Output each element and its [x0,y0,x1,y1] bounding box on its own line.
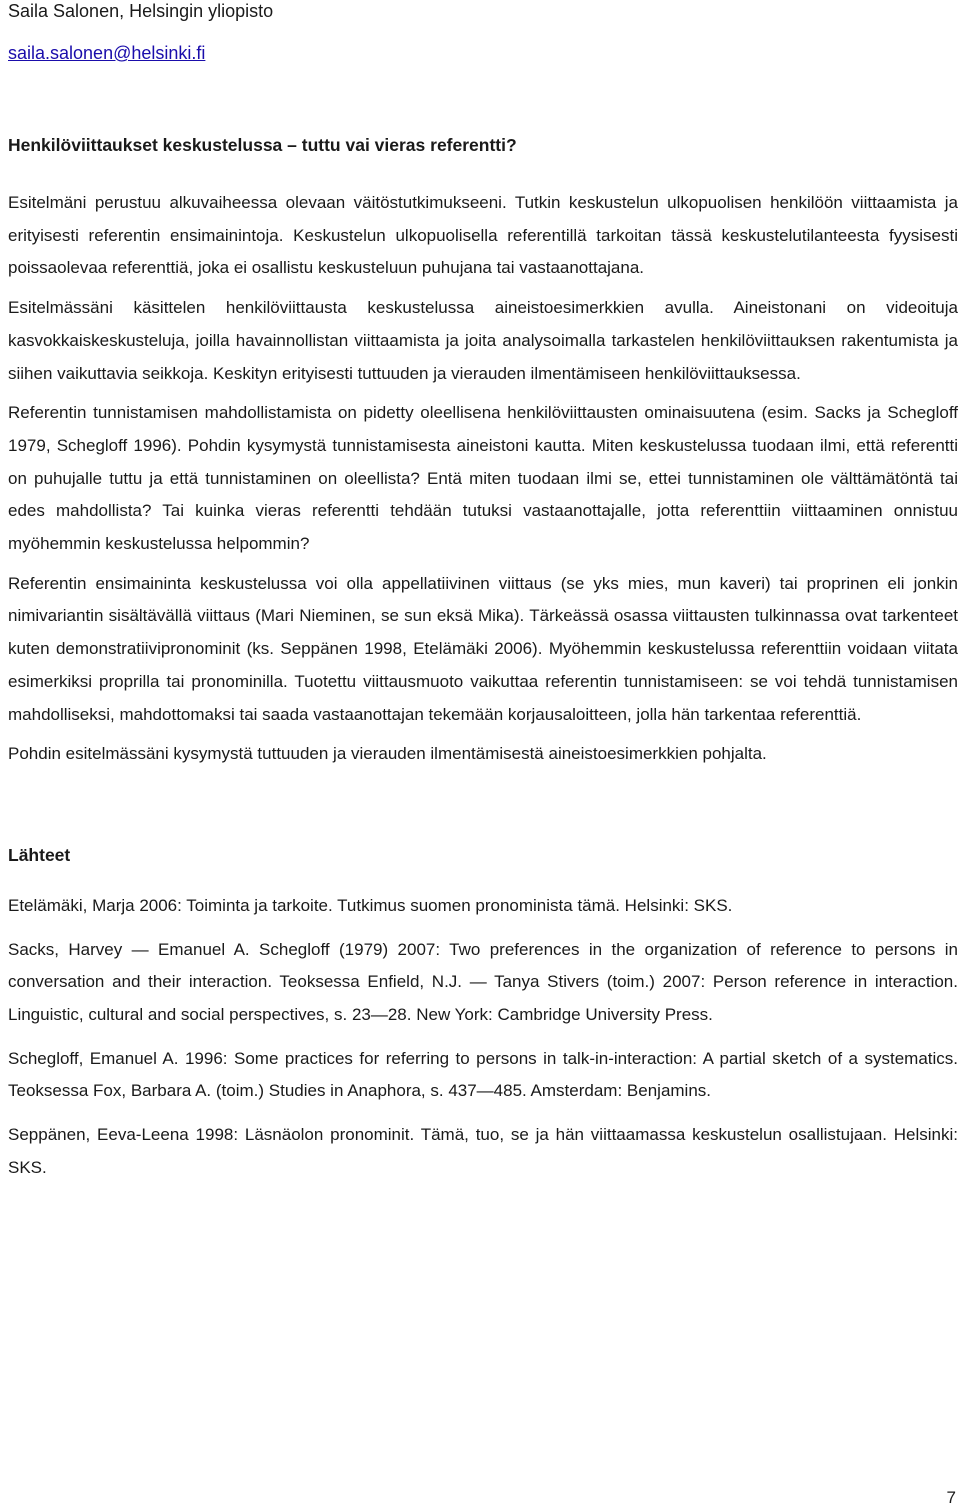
reference-list [8,890,958,1185]
author-email-link[interactable]: saila.salonen@helsinki.fi [8,43,206,63]
sources-heading: Lähteet [8,844,71,865]
reference-item: Etelämäki, Marja 2006: Toiminta ja tarkoite. Tutkimus suomen pronominista tämä. Helsinki: SKS. [8,895,733,915]
author-name: Saila Salonen, Helsingin yliopisto [8,1,274,21]
reference-item: Schegloff, Emanuel A. 1996: Some practices for referring to persons in talk-in-interaction: A partial sketch of a systematics. Teoksessa Fox, Barbara A. (toim.) Studies in Anaphora, s. 437—485. Amsterdam: Benjamins. [8,1048,958,1101]
body-text [8,187,958,771]
page-number: 7 [946,1488,956,1507]
paragraph-1: Esitelmäni perustuu alkuvaiheessa olevaan väitöstutkimukseeni. Tutkin keskustelun ulkopuolisen henkilöön viittaamista ja erityisesti referentin ensimainintoja. Keskustelun ulkopuolisella referentillä tarkoitan tässä keskustelutilanteesta fyysisesti poissaolevaa referenttiä, joka ei osallistu keskusteluun puhujana tai vastaanottajana. [8,193,958,278]
document-title: Henkilöviittaukset keskustelussa – tuttu vai vieras referentti? [8,135,517,155]
document-page [8,0,958,1185]
paragraph-4: Referentin ensimaininta keskustelussa voi olla appellatiivinen viittaus (se yks mies, mun kaveri) tai proprinen eli jonkin nimivariantin sisältävällä viittaus (Mari Nieminen, se sun eksä Mika). Tärkeässä osassa viittausten tulkinnassa ovat tarkenteet kuten demonstratiivipronominit (ks. Seppänen 1998, Etelämäki 2006). Myöhemmin keskustelussa referenttiin voidaan viitata esimerkiksi proprilla tai pronominilla. Tuotettu viittausmuoto vaikuttaa referentin tunnistamiseen: se voi tehdä tunnistamisen mahdolliseksi, mahdottomaksi tai saada vastaanottajan tekemään korjausaloitteen, jolla hän tarkentaa referenttiä. [8,573,958,724]
paragraph-3: Referentin tunnistamisen mahdollistamista on pidetty oleellisena henkilöviittausten ominaisuutena (esim. Sacks ja Schegloff 1979, Schegloff 1996). Pohdin kysymystä tunnistamisesta aineistoni kautta. Miten keskustelussa tuodaan ilmi, että referentti on puhujalle tuttu ja että tunnistaminen on oleellista? Entä miten tuodaan ilmi se, ettei tunnistaminen ole välttämätöntä tai edes mahdollista? Tai kuinka vieras referentti tehdään tutuksi vastaanottajalle, jotta referenttiin viittaaminen onnistuu myöhemmin keskustelussa helpommin? [8,403,958,554]
reference-item: Sacks, Harvey — Emanuel A. Schegloff (1979) 2007: Two preferences in the organization of reference to persons in conversation and their interaction. Teoksessa Enfield, N.J. — Tanya Stivers (toim.) 2007: Person reference in interaction. Linguistic, cultural and social perspectives, s. 23—28. New York: Cambridge University Press. [8,939,958,1025]
paragraph-2: Esitelmässäni käsittelen henkilöviittausta keskustelussa aineistoesimerkkien avulla. Aineistonani on videoituja kasvokkaiskeskusteluja, joilla havainnollistan viittaamista ja joita analysoimalla tarkastelen henkilöviittauksen rakentumista ja siihen vaikuttavia seikkoja. Keskityn erityisesti tuttuuden ja vierauden ilmentämiseen henkilöviittauksessa. [8,298,958,383]
paragraph-5: Pohdin esitelmässäni kysymystä tuttuuden ja vierauden ilmentämisestä aineistoesimerkkien pohjalta. [8,744,767,764]
reference-item: Seppänen, Eeva-Leena 1998: Läsnäolon pronominit. Tämä, tuo, se ja hän viittaamassa keskustelun osallistujaan. Helsinki: SKS. [8,1125,958,1177]
